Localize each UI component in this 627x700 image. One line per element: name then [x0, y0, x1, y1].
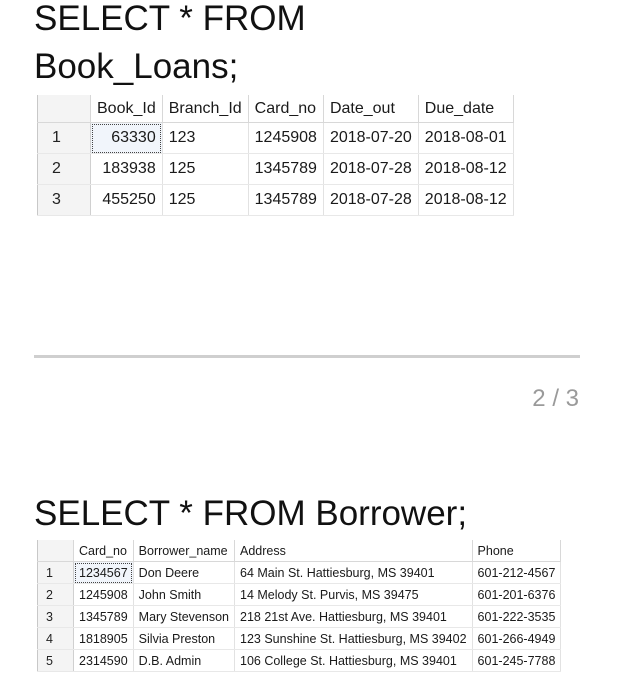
- cell-card-no[interactable]: 1245908: [74, 584, 134, 606]
- col-header-branch-id[interactable]: Branch_Id: [162, 95, 248, 123]
- cell-date-out[interactable]: 2018-07-28: [323, 185, 418, 216]
- cell-address[interactable]: 218 21st Ave. Hattiesburg, MS 39401: [235, 606, 473, 628]
- cell-card-no[interactable]: 1818905: [74, 628, 134, 650]
- col-header-borrower-name[interactable]: Borrower_name: [133, 540, 234, 562]
- row-number[interactable]: 1: [38, 562, 74, 584]
- row-number[interactable]: 2: [38, 154, 91, 185]
- cell-book-id[interactable]: 455250: [91, 185, 163, 216]
- cell-phone[interactable]: 601-212-4567: [472, 562, 561, 584]
- cell-branch-id[interactable]: 123: [162, 123, 248, 154]
- cell-phone[interactable]: 601-201-6376: [472, 584, 561, 606]
- cell-card-no[interactable]: 2314590: [74, 650, 134, 672]
- table-row[interactable]: [38, 123, 514, 154]
- cell-due-date[interactable]: 2018-08-12: [418, 185, 513, 216]
- cell-date-out[interactable]: 2018-07-20: [323, 123, 418, 154]
- corner-cell[interactable]: [38, 540, 74, 562]
- cell-branch-id[interactable]: 125: [162, 185, 248, 216]
- col-header-date-out[interactable]: Date_out: [323, 95, 418, 123]
- table-row[interactable]: [38, 185, 514, 216]
- col-header-card-no[interactable]: Card_no: [248, 95, 323, 123]
- page-indicator: 2 / 3: [532, 385, 579, 412]
- row-number[interactable]: 4: [38, 628, 74, 650]
- col-header-address[interactable]: Address: [235, 540, 473, 562]
- cell-borrower-name[interactable]: Silvia Preston: [133, 628, 234, 650]
- col-header-due-date[interactable]: Due_date: [418, 95, 513, 123]
- table-row[interactable]: [38, 628, 561, 650]
- cell-due-date[interactable]: 2018-08-12: [418, 154, 513, 185]
- page-divider: [34, 355, 580, 358]
- col-header-book-id[interactable]: Book_Id: [91, 95, 163, 123]
- cell-borrower-name[interactable]: Mary Stevenson: [133, 606, 234, 628]
- cell-address[interactable]: 123 Sunshine St. Hattiesburg, MS 39402: [235, 628, 473, 650]
- row-number[interactable]: 2: [38, 584, 74, 606]
- cell-borrower-name[interactable]: D.B. Admin: [133, 650, 234, 672]
- query-borrower: SELECT * FROM Borrower;: [34, 494, 468, 533]
- cell-card-no[interactable]: 1245908: [248, 123, 323, 154]
- cell-phone[interactable]: 601-245-7788: [472, 650, 561, 672]
- row-number[interactable]: 1: [38, 123, 91, 154]
- query-line-1: SELECT * FROM: [34, 0, 306, 38]
- table-row[interactable]: [38, 154, 514, 185]
- table-row[interactable]: [38, 650, 561, 672]
- cell-address[interactable]: 14 Melody St. Purvis, MS 39475: [235, 584, 473, 606]
- cell-address[interactable]: 64 Main St. Hattiesburg, MS 39401: [235, 562, 473, 584]
- cell-address[interactable]: 106 College St. Hattiesburg, MS 39401: [235, 650, 473, 672]
- col-header-phone[interactable]: Phone: [472, 540, 561, 562]
- cell-borrower-name[interactable]: Don Deere: [133, 562, 234, 584]
- cell-card-no[interactable]: 1345789: [248, 154, 323, 185]
- cell-phone[interactable]: 601-222-3535: [472, 606, 561, 628]
- header-row: [38, 540, 561, 562]
- row-number[interactable]: 5: [38, 650, 74, 672]
- table-row[interactable]: [38, 584, 561, 606]
- cell-due-date[interactable]: 2018-08-01: [418, 123, 513, 154]
- cell-phone[interactable]: 601-266-4949: [472, 628, 561, 650]
- cell-book-id[interactable]: 63330: [91, 123, 163, 154]
- book-loans-results-grid[interactable]: [37, 95, 514, 216]
- row-number[interactable]: 3: [38, 185, 91, 216]
- table-row[interactable]: [38, 606, 561, 628]
- header-row: [38, 95, 514, 123]
- cell-card-no[interactable]: 1345789: [74, 606, 134, 628]
- cell-date-out[interactable]: 2018-07-28: [323, 154, 418, 185]
- cell-branch-id[interactable]: 125: [162, 154, 248, 185]
- cell-book-id[interactable]: 183938: [91, 154, 163, 185]
- cell-borrower-name[interactable]: John Smith: [133, 584, 234, 606]
- row-number[interactable]: 3: [38, 606, 74, 628]
- cell-card-no[interactable]: 1345789: [248, 185, 323, 216]
- col-header-card-no[interactable]: Card_no: [74, 540, 134, 562]
- table-row[interactable]: [38, 562, 561, 584]
- query-line-2: Book_Loans;: [34, 47, 239, 86]
- corner-cell[interactable]: [38, 95, 91, 123]
- borrower-results-grid[interactable]: [37, 540, 561, 672]
- cell-card-no[interactable]: 1234567: [74, 562, 134, 584]
